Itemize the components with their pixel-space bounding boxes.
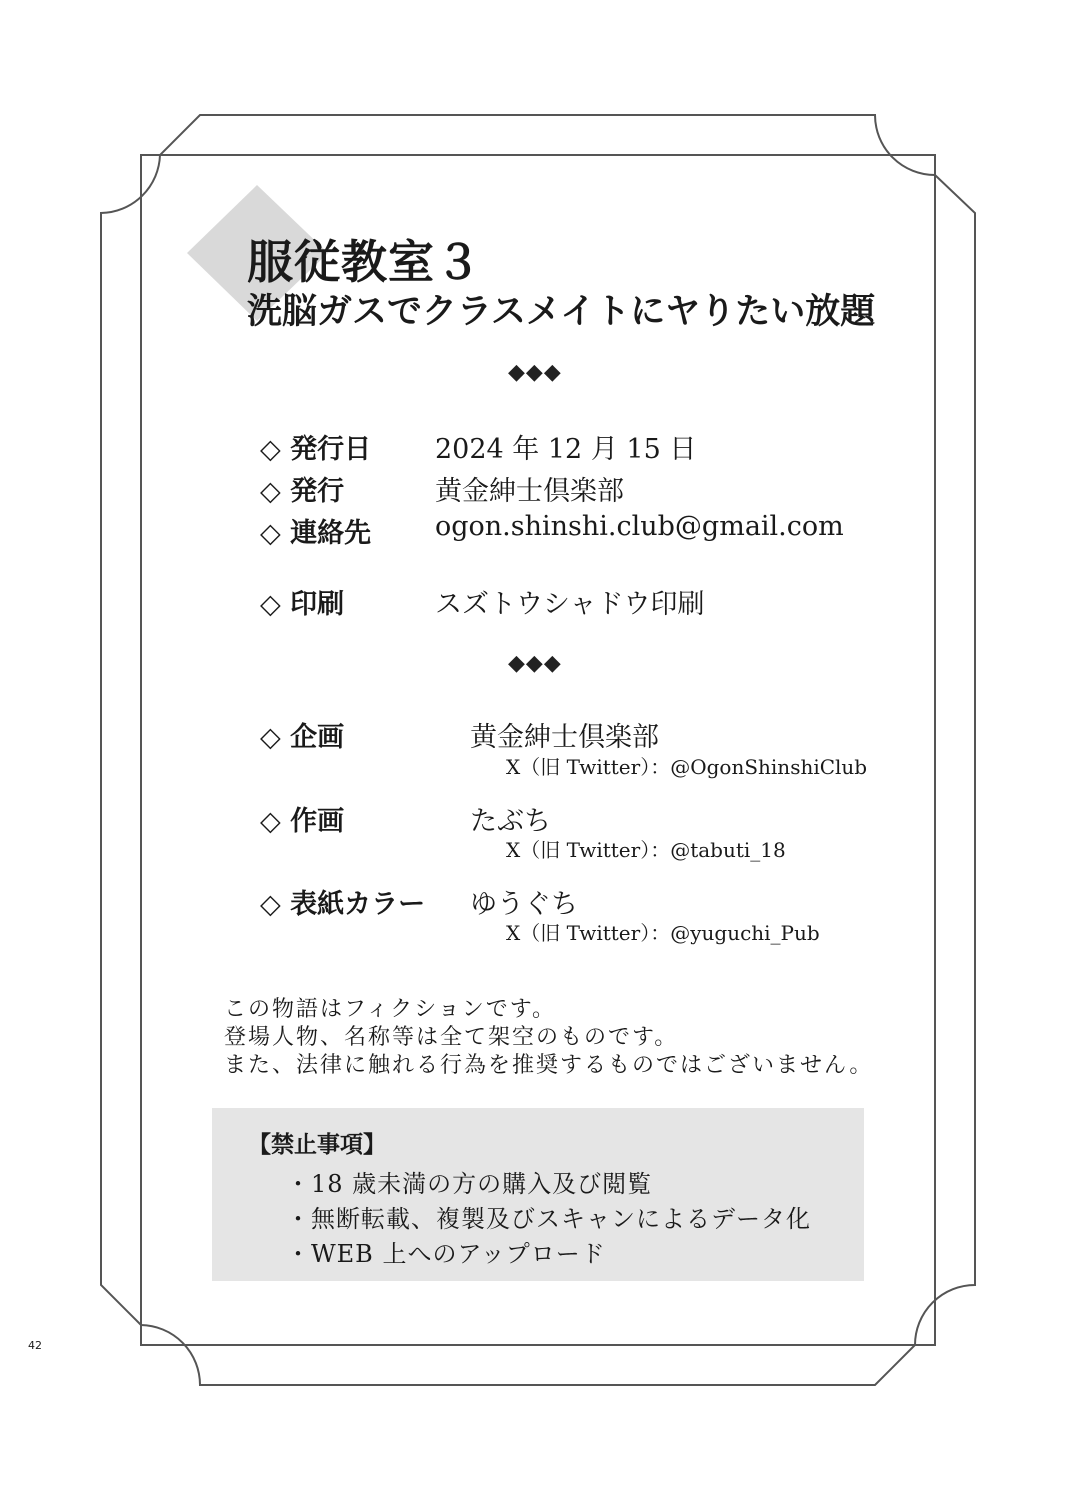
publisher-label: ◇ 発行 bbox=[260, 476, 345, 507]
credit-label-art: ◇ 作画 bbox=[260, 806, 345, 837]
prohibition-item: ・18 歳未満の方の購入及び閲覧 bbox=[286, 1170, 653, 1198]
credit-name-cover-color: ゆうぐち bbox=[470, 889, 578, 920]
credit-handle-cover-color: X（旧 Twitter）：@yuguchi_Pub bbox=[506, 921, 820, 945]
publisher-value: 黄金紳士倶楽部 bbox=[435, 476, 624, 507]
printer-label: ◇ 印刷 bbox=[260, 589, 345, 620]
book-title: 服従教室３ bbox=[247, 235, 482, 289]
credit-handle-planning: X（旧 Twitter）：@OgonShinshiClub bbox=[506, 755, 868, 779]
book-subtitle: 洗脳ガスでクラスメイトにヤりたい放題 bbox=[247, 291, 876, 332]
disclaimer-line-3: また、法律に触れる行為を推奨するものではございません。 bbox=[224, 1053, 874, 1078]
credit-name-art: たぶち bbox=[470, 806, 551, 837]
divider-diamonds: ◆◆◆ bbox=[508, 360, 562, 385]
credit-label-cover-color: ◇ 表紙カラー bbox=[260, 889, 426, 920]
credit-handle-art: X（旧 Twitter）：@tabuti_18 bbox=[506, 838, 786, 862]
prohibitions-title: 【禁止事項】 bbox=[248, 1132, 386, 1158]
divider-diamonds-2: ◆◆◆ bbox=[508, 651, 562, 676]
disclaimer-line-1: この物語はフィクションです。 bbox=[224, 997, 557, 1022]
credit-label-planning: ◇ 企画 bbox=[260, 722, 345, 753]
issue-date-value: 2024 年 12 月 15 日 bbox=[435, 434, 697, 465]
page-number: 42 bbox=[28, 1339, 42, 1352]
prohibition-item: ・無断転載、複製及びスキャンによるデータ化 bbox=[286, 1205, 811, 1233]
contact-email: ogon.shinshi.club@gmail.com bbox=[435, 511, 844, 542]
contact-label: ◇ 連絡先 bbox=[260, 518, 372, 549]
disclaimer-line-2: 登場人物、名称等は全て架空のものです。 bbox=[224, 1025, 679, 1050]
credit-name-planning: 黄金紳士倶楽部 bbox=[470, 722, 659, 753]
prohibition-item: ・WEB 上へのアップロード bbox=[286, 1240, 606, 1268]
issue-date-label: ◇ 発行日 bbox=[260, 434, 372, 465]
printer-value: スズトウシャドウ印刷 bbox=[435, 589, 705, 620]
